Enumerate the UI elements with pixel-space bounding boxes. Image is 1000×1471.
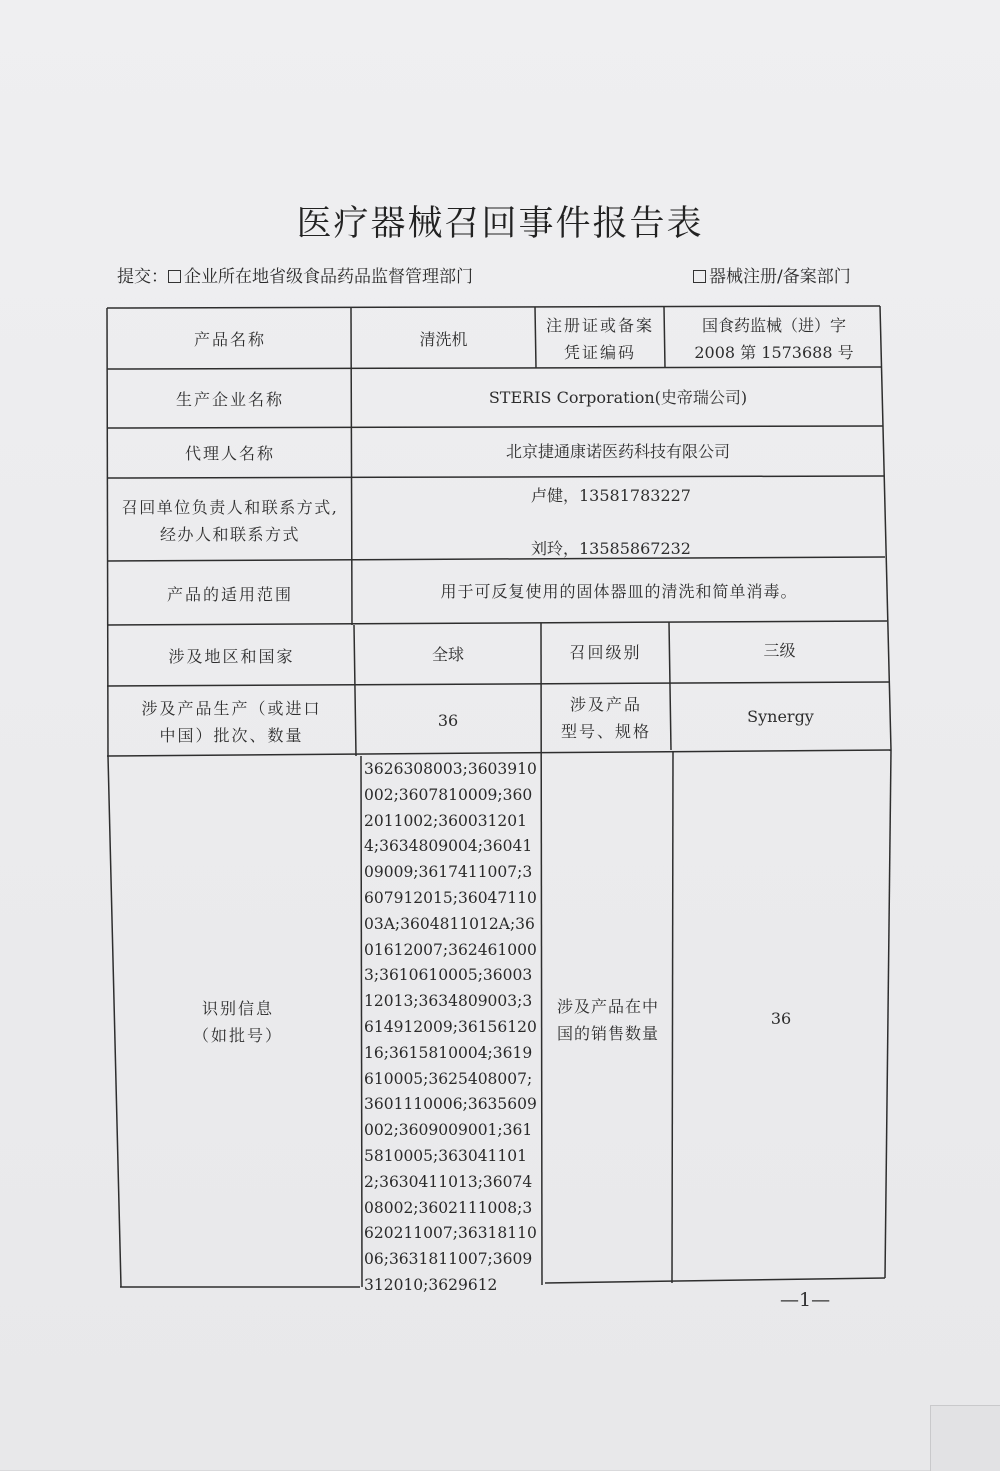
submit-prefix: 提交： bbox=[117, 267, 168, 287]
label-registration-line1: 注册证或备案 bbox=[545, 316, 654, 335]
label-contact bbox=[110, 482, 350, 560]
value-model: Synergy bbox=[747, 706, 814, 726]
label-batch-count-line2: 中国）批次、数量 bbox=[159, 726, 304, 745]
value-registration bbox=[666, 310, 882, 368]
value-recall-level: 三级 bbox=[763, 641, 796, 660]
label-identification bbox=[118, 758, 358, 1286]
value-registration-line2: 2008 第 1573688 号 bbox=[694, 343, 854, 362]
label-contact-line2: 经办人和联系方式 bbox=[159, 525, 300, 544]
label-model bbox=[543, 684, 669, 752]
label-china-sales-line2: 国的销售数量 bbox=[556, 1024, 659, 1043]
label-agent: 代理人名称 bbox=[184, 444, 275, 463]
label-manufacturer: 生产企业名称 bbox=[175, 389, 284, 409]
value-agent: 北京捷通康诺医药科技有限公司 bbox=[505, 442, 730, 461]
value-identification-batches: 3626308003;3603910002;3607810009;3602011002;3600312014;3634809004;3604109009;3617411007;3607912015;3604711003A;3604811012A;3601612007;3624610003;3610610005;3600312013;3634809003;3614912009;3615612016;3615810004;3619610005;3625408007;3601110006;3635609002;3609009001;3615810005;3630411012;3630411013;3607408002;3602111008;3620211007;3631811006;3631811007;3609312010;3629612 bbox=[364, 760, 537, 1294]
label-china-sales bbox=[544, 756, 672, 1284]
submit-option-registration: 器械注册/备案部门 bbox=[709, 267, 851, 287]
value-product-name: 清洗机 bbox=[419, 329, 468, 349]
label-china-sales-line1: 涉及产品在中 bbox=[556, 997, 659, 1016]
value-contact bbox=[353, 478, 883, 566]
label-recall-level: 召回级别 bbox=[569, 643, 642, 662]
value-contact-line2: 刘玲，13585867232 bbox=[531, 539, 691, 558]
value-region: 全球 bbox=[431, 645, 464, 664]
value-batch-count: 36 bbox=[437, 710, 459, 730]
label-identification-line1: 识别信息 bbox=[201, 999, 274, 1018]
label-region: 涉及地区和国家 bbox=[168, 647, 295, 666]
label-batch-count-line1: 涉及产品生产（或进口 bbox=[141, 699, 322, 718]
page-number: —1— bbox=[780, 1289, 831, 1311]
label-model-line1: 涉及产品 bbox=[569, 695, 642, 714]
label-scope: 产品的适用范围 bbox=[166, 584, 293, 604]
label-identification-line2: （如批号） bbox=[192, 1026, 283, 1045]
document-title: 医疗器械召回事件报告表 bbox=[296, 204, 704, 244]
value-contact-line1: 卢健，13581783227 bbox=[531, 486, 691, 505]
label-registration-line2: 凭证编码 bbox=[563, 343, 636, 362]
value-manufacturer: STERIS Corporation(史帝瑞公司) bbox=[488, 387, 748, 407]
submit-option-provincial: 企业所在地省级食品药品监督管理部门 bbox=[184, 267, 473, 287]
label-batch-count bbox=[110, 688, 353, 756]
label-contact-line1: 召回单位负责人和联系方式, bbox=[121, 498, 339, 517]
value-registration-line1: 国食药监械（进）字 bbox=[701, 316, 846, 335]
label-product-name: 产品名称 bbox=[193, 329, 266, 349]
value-china-sales: 36 bbox=[770, 1008, 792, 1028]
value-scope: 用于可反复使用的固体器皿的清洗和简单消毒。 bbox=[440, 581, 798, 601]
label-registration bbox=[537, 310, 663, 368]
label-model-line2: 型号、规格 bbox=[560, 722, 651, 741]
